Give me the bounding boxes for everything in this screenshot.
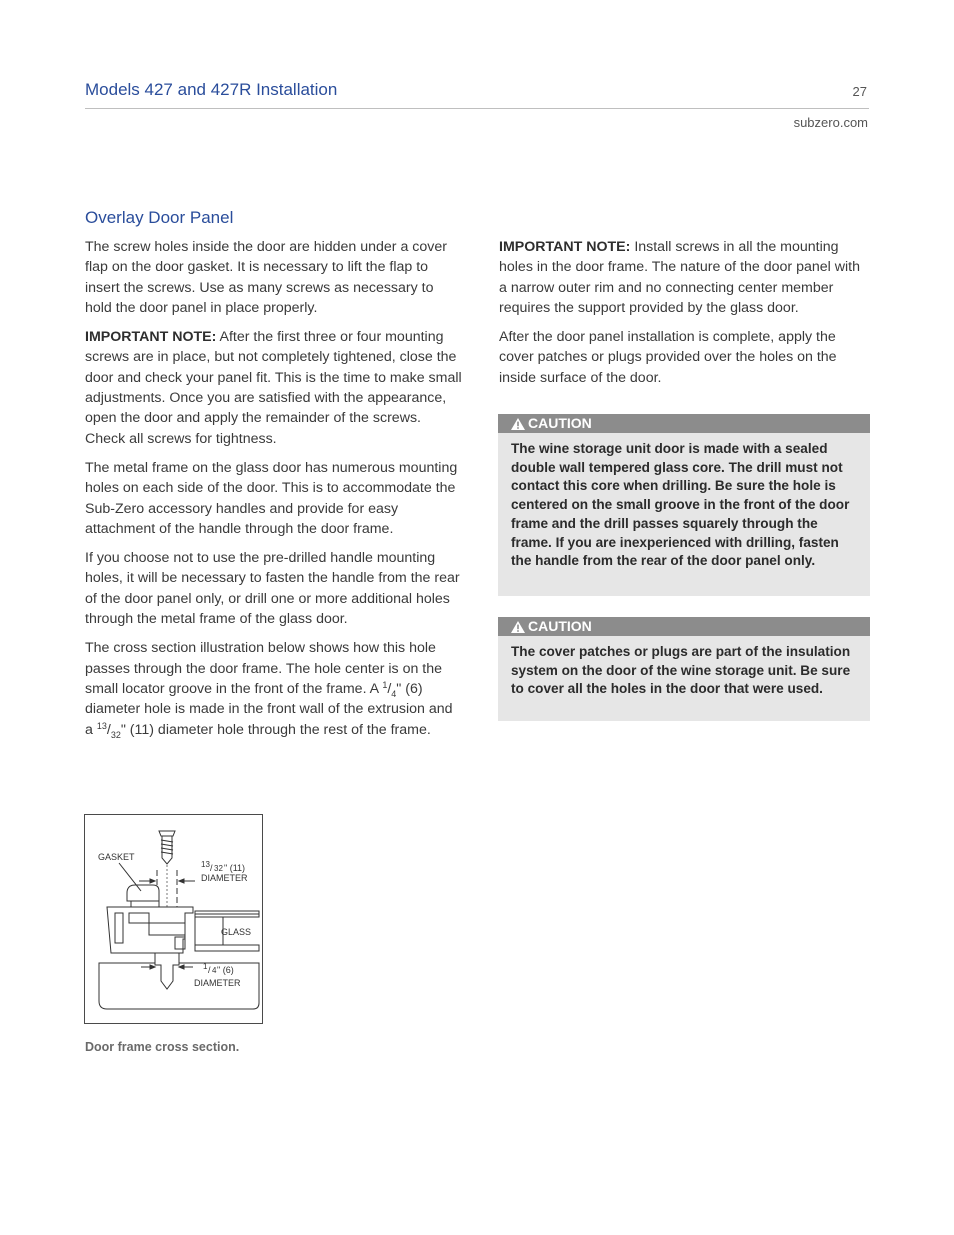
- label-gasket: GASKET: [98, 852, 135, 862]
- paragraph: [85, 327, 463, 449]
- section-title: Overlay Door Panel: [85, 208, 234, 227]
- caution-header: [498, 414, 870, 433]
- warning-icon: [511, 621, 525, 633]
- figure-caption: Door frame cross section.: [85, 1040, 240, 1054]
- caution-label: CAUTION: [528, 618, 592, 634]
- label-bottom-diameter: DIAMETER: [194, 978, 241, 988]
- caution-label: CAUTION: [528, 415, 592, 431]
- label-bottom-fraction-num: 1: [203, 962, 208, 971]
- caution-header: [498, 617, 870, 636]
- screw-icon: [159, 831, 175, 864]
- label-top-slash: /: [210, 863, 213, 873]
- paragraph-text: After the first three or four mounting screws are in place, but not completely tightened, close the door and check your panel fit. This is the time to make small adjustments. Once you are satisfied with the appearance, open the door and apply the remainder of the screws. Check all screws for tightness.: [85, 329, 462, 447]
- caution-text: The cover patches or plugs are part of the insulation system on the door of the wine storage unit. Be sure to cover all the holes in the door that were used.: [511, 644, 851, 697]
- label-glass: GLASS: [221, 927, 252, 937]
- paragraph-text: Install screws in all the mounting holes in the door frame. The nature of the door panel with a narrow outer rim and no connecting center member requires the support provided by the glass door.: [499, 239, 860, 316]
- caution-text: The wine storage unit door is made with a sealed double wall tempered glass core. The drill must not contact this core when drilling. Be sure the hole is centered on the small groove in the front of the door frame and the drill passes squarely through the frame. If you are inexperienced with drilling, fasten the handle from the rear of the door panel only.: [511, 441, 850, 569]
- right-column: [499, 237, 871, 397]
- label-top-suffix: " (11): [224, 863, 246, 873]
- paragraph: After the door panel installation is complete, apply the cover patches or plugs provided over the holes on the inside surface of the door.: [499, 329, 837, 386]
- fraction-numerator: 13: [96, 720, 107, 731]
- caution-box: [498, 617, 870, 721]
- cross-section-drawing: [85, 815, 262, 1023]
- important-note-label: IMPORTANT NOTE:: [499, 239, 631, 255]
- label-top-fraction-num: 13: [201, 860, 210, 869]
- page-header-title: Models 427 and 427R Installation: [85, 80, 338, 99]
- paragraph-text: " (6) diameter hole is made in the front wall of the extrusion and a: [85, 680, 453, 738]
- paragraph: The screw holes inside the door are hidden under a cover flap on the door gasket. It is necessary to lift the flap to insert the screws. Use as many screws as necessary to hold the door panel in place properly.: [85, 239, 447, 316]
- paragraph: [499, 237, 871, 318]
- label-bottom-suffix: " (6): [217, 965, 234, 975]
- header-divider: [85, 108, 869, 109]
- paragraph: The metal frame on the glass door has numerous mounting holes on each side of the door. This is to accommodate the Sub-Zero accessory handles and provide for easy attachment of the handle through the door frame.: [85, 459, 458, 537]
- site-url: subzero.com: [793, 115, 868, 130]
- page-number: 27: [852, 84, 867, 99]
- fraction-denominator: 4: [391, 688, 397, 699]
- caution-box: [498, 414, 870, 596]
- label-top-diameter: DIAMETER: [201, 873, 248, 883]
- important-note-label: IMPORTANT NOTE:: [85, 329, 217, 346]
- paragraph: If you choose not to use the pre-drilled handle mounting holes, it will be necessary to fasten the handle from the rear of the door panel only, or drill one or more additional holes through the metal frame of the glass door.: [85, 550, 460, 628]
- warning-icon: [511, 418, 525, 430]
- paragraph-text: The cross section illustration below shows how this hole passes through the door frame. The hole center is on the small locator groove in the front of the frame. A: [85, 640, 443, 697]
- paragraph: The cross section illustration below shows how this hole passes through the door frame. The hole center is on the small locator groove in the front of the frame. A $^1/_4$" (6) diameter hole is made in the front wall of the extrusion and a $^{13}/_{32}$" (11) diameter hole through the rest of the frame.: [85, 640, 453, 740]
- label-bottom-fraction-den: 4: [212, 966, 217, 975]
- label-top-fraction-den: 32: [214, 864, 223, 873]
- fraction-numerator: 1: [382, 679, 388, 690]
- label-bottom-slash: /: [208, 965, 211, 975]
- paragraph-text: " (11) diameter hole through the rest of the frame.: [120, 721, 431, 738]
- fraction-denominator: 32: [110, 729, 121, 740]
- left-column: [85, 237, 463, 749]
- door-frame-cross-section-figure: [84, 814, 263, 1024]
